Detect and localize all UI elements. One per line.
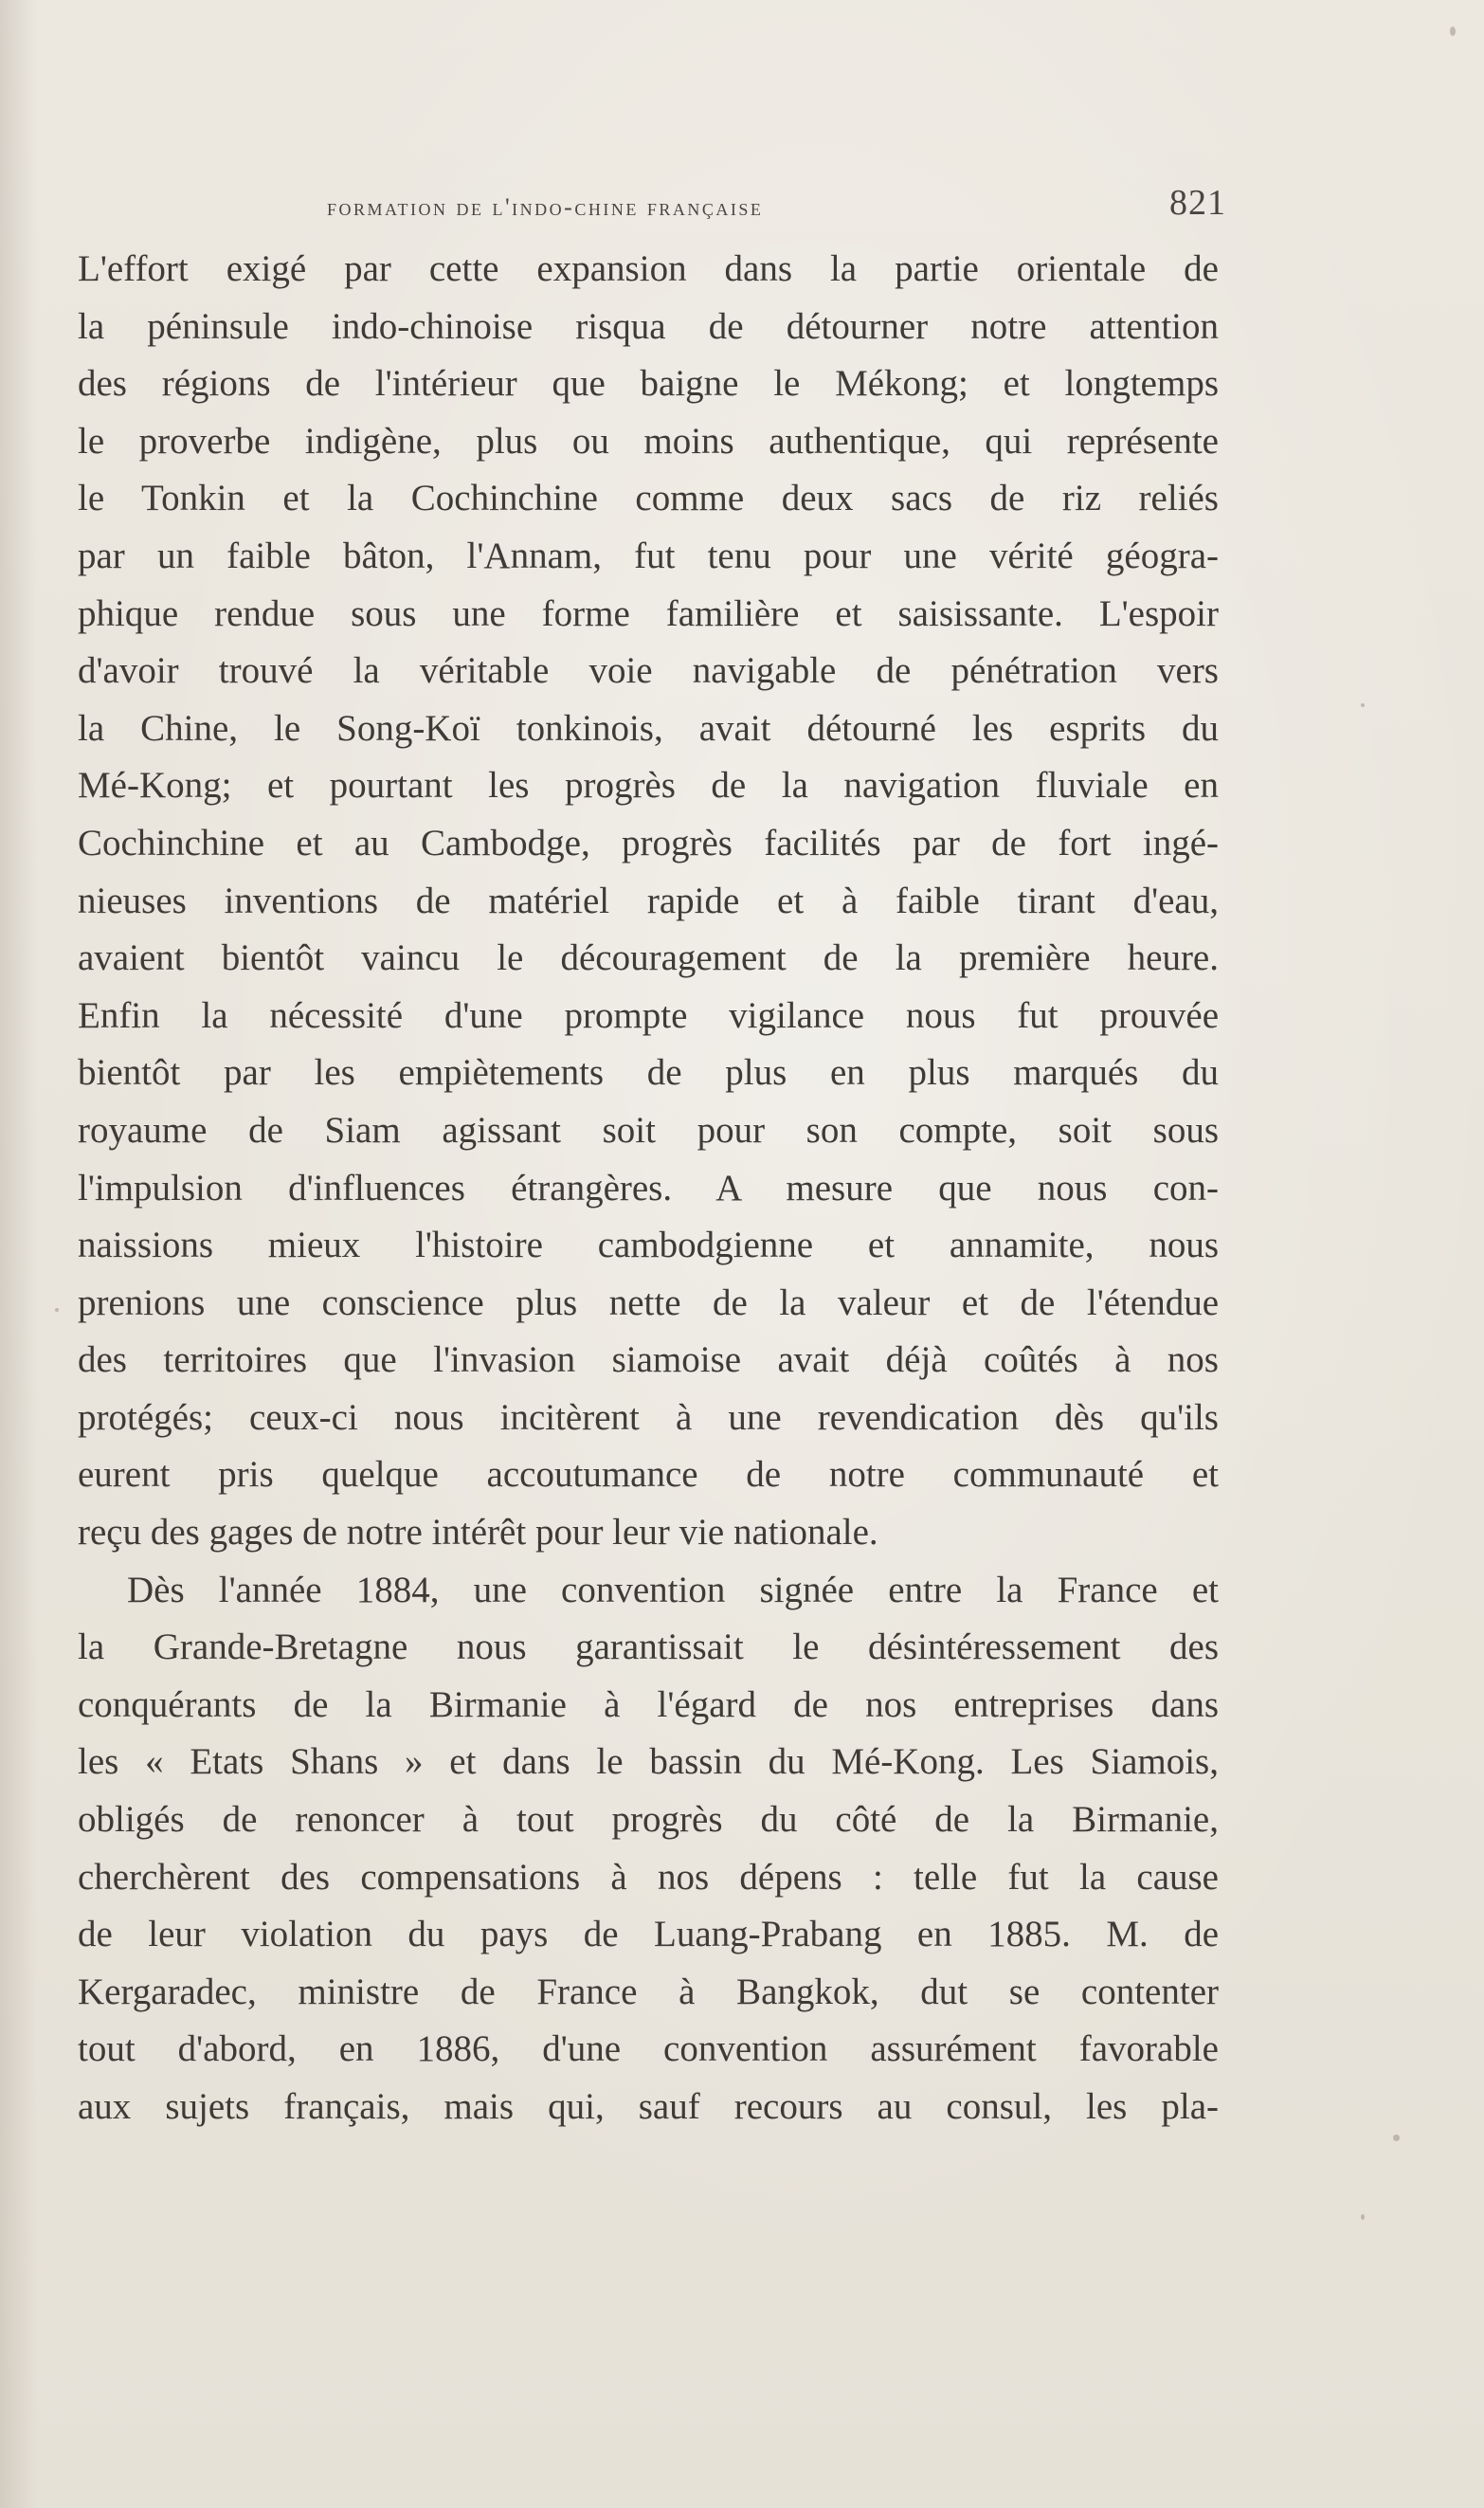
text-line: phique rendue sous une forme familière et saisissante. L'espoir bbox=[78, 592, 1219, 634]
text-line: cherchèrent des compensations à nos dépens : telle fut la cause bbox=[78, 1856, 1219, 1898]
page-gutter-shadow bbox=[0, 0, 38, 2508]
paragraph-first-line: Dès l'année 1884, une convention signée entre la France et bbox=[127, 1569, 1219, 1610]
body-text bbox=[78, 241, 1219, 2136]
text-line: la Grande-Bretagne nous garantissait le désintéressement des bbox=[78, 1627, 1219, 1668]
paragraph-end-line: reçu des gages de notre intérêt pour leur vie nationale. bbox=[78, 1512, 878, 1554]
text-line: avaient bientôt vaincu le découragement de la première heure. bbox=[78, 937, 1219, 979]
text-line: des territoires que l'invasion siamoise avait déjà coûtés à nos bbox=[78, 1339, 1219, 1381]
paper-speck bbox=[1450, 27, 1456, 36]
page-number: 821 bbox=[1169, 183, 1226, 223]
text-line: protégés; ceux-ci nous incitèrent à une revendication dès qu'ils bbox=[78, 1396, 1219, 1438]
text-line: le Tonkin et la Cochinchine comme deux sacs de riz reliés bbox=[78, 478, 1219, 519]
text-line: tout d'abord, en 1886, d'une convention assurément favorable bbox=[78, 2028, 1219, 2070]
running-head bbox=[246, 182, 1232, 229]
paper-speck bbox=[1361, 2214, 1365, 2220]
text-line: prenions une conscience plus nette de la valeur et de l'étendue bbox=[78, 1281, 1219, 1323]
text-line: l'impulsion d'influences étrangères. A mesure que nous con- bbox=[78, 1167, 1219, 1209]
text-line: nieuses inventions de matériel rapide et à faible tirant d'eau, bbox=[78, 880, 1219, 921]
text-line: bientôt par les empiètements de plus en plus marqués du bbox=[78, 1052, 1219, 1094]
text-line: des régions de l'intérieur que baigne le Mékong; et longtemps bbox=[78, 363, 1219, 405]
text-line: eurent pris quelque accoutumance de notre communauté et bbox=[78, 1454, 1219, 1496]
text-line: Cochinchine et au Cambodge, progrès facilités par de fort ingé- bbox=[78, 822, 1219, 863]
paper-speck bbox=[55, 1308, 59, 1312]
text-line: les « Etats Shans » et dans le bassin du Mé-Kong. Les Siamois, bbox=[78, 1741, 1219, 1783]
text-line: L'effort exigé par cette expansion dans la partie orientale de bbox=[78, 248, 1219, 289]
text-line: d'avoir trouvé la véritable voie navigable de pénétration vers bbox=[78, 650, 1219, 692]
text-line: par un faible bâton, l'Annam, fut tenu pour une vérité géogra- bbox=[78, 535, 1219, 576]
text-line: conquérants de la Birmanie à l'égard de nos entreprises dans bbox=[78, 1683, 1219, 1725]
text-line: aux sujets français, mais qui, sauf recours au consul, les pla- bbox=[78, 2086, 1219, 2127]
text-line: Mé-Kong; et pourtant les progrès de la navigation fluviale en bbox=[78, 765, 1219, 807]
paper-speck bbox=[1361, 703, 1365, 707]
text-line: naissions mieux l'histoire cambodgienne et annamite, nous bbox=[78, 1225, 1219, 1266]
text-line: Kergaradec, ministre de France à Bangkok, dut se contenter bbox=[78, 1971, 1219, 2012]
running-title: formation de l'indo-chine française bbox=[327, 193, 764, 221]
paper-speck bbox=[1393, 2135, 1400, 2141]
text-line: Enfin la nécessité d'une prompte vigilance nous fut prouvée bbox=[78, 994, 1219, 1036]
text-line: obligés de renoncer à tout progrès du côté de la Birmanie, bbox=[78, 1799, 1219, 1841]
text-line: royaume de Siam agissant soit pour son compte, soit sous bbox=[78, 1109, 1219, 1151]
text-line: le proverbe indigène, plus ou moins authentique, qui représente bbox=[78, 420, 1219, 462]
text-line: la péninsule indo-chinoise risqua de détourner notre attention bbox=[78, 305, 1219, 347]
text-line: de leur violation du pays de Luang-Prabang en 1885. M. de bbox=[78, 1914, 1219, 1955]
text-line: la Chine, le Song-Koï tonkinois, avait détourné les esprits du bbox=[78, 707, 1219, 749]
